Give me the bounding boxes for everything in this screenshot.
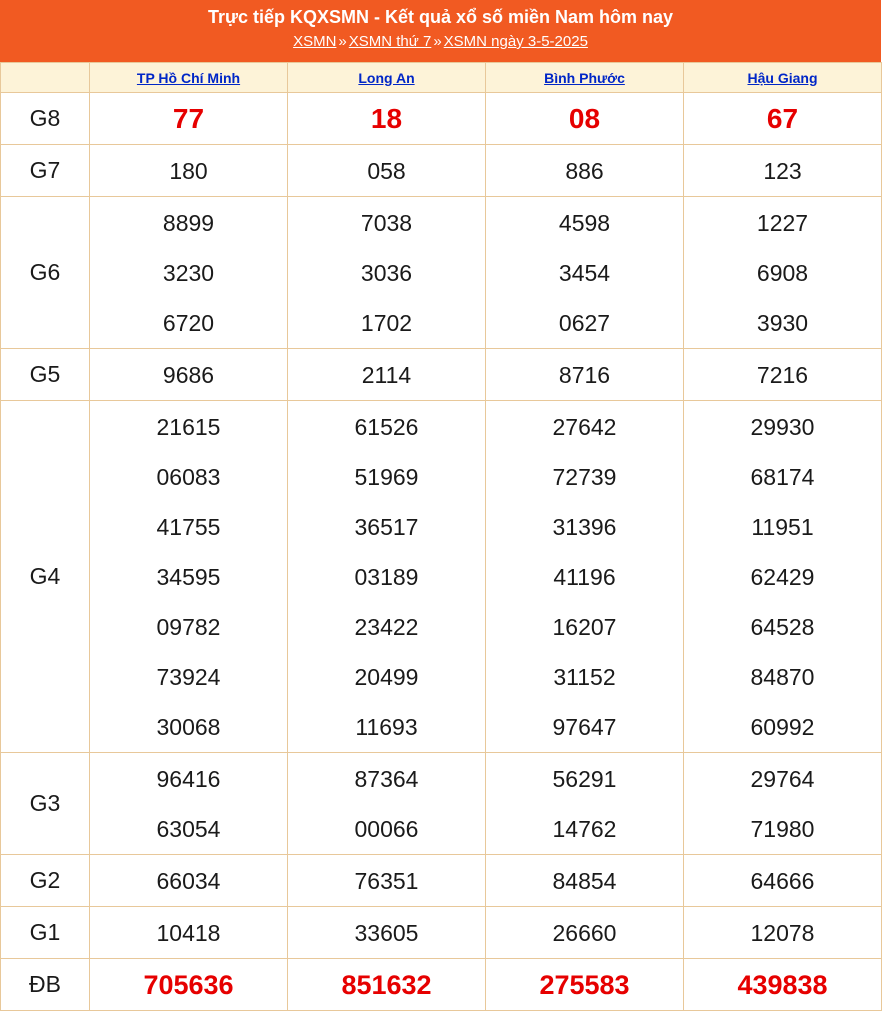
- prize-number: 20499: [354, 663, 419, 690]
- table-row: [1, 197, 882, 349]
- prize-numbers-G2-col2: [486, 855, 684, 907]
- breadcrumb-link-4[interactable]: XSMN ngày 3-5-2025: [443, 33, 588, 50]
- prize-number: 21615: [156, 413, 221, 440]
- prize-number: 84870: [750, 663, 815, 690]
- prize-numbers-G4-col1: [288, 401, 486, 753]
- prize-number: 56291: [552, 765, 617, 792]
- prize-number: 26660: [552, 919, 617, 946]
- prize-number: 9686: [162, 361, 215, 388]
- prize-number: 3230: [162, 259, 215, 286]
- prize-number: 7216: [756, 361, 809, 388]
- prize-number: 275583: [539, 969, 630, 1000]
- province-header-2[interactable]: [486, 63, 684, 93]
- prize-number: 23422: [354, 613, 419, 640]
- prize-number: 123: [763, 157, 802, 184]
- prize-label-G3: G3: [1, 753, 90, 855]
- prize-numbers-G7-col1: [288, 145, 486, 197]
- prize-numbers-G3-col1: [288, 753, 486, 855]
- prize-number: 41196: [553, 563, 616, 590]
- prize-number: 8716: [558, 361, 611, 388]
- prize-numbers-ĐB-col1: [288, 959, 486, 1011]
- prize-number: 34595: [156, 563, 221, 590]
- prize-number: 97647: [552, 713, 617, 740]
- prize-number: 64666: [750, 867, 815, 894]
- prize-number: 439838: [737, 969, 828, 1000]
- prize-number: 29764: [750, 765, 815, 792]
- prize-number: 61526: [354, 413, 419, 440]
- prize-number: 12078: [750, 919, 815, 946]
- prize-number: 66034: [156, 867, 221, 894]
- prize-number: 08: [568, 102, 601, 134]
- prize-number: 77: [172, 102, 205, 134]
- prize-number: 7038: [360, 209, 413, 236]
- page-title: Trực tiếp KQXSMN - Kết quả xổ số miền Nam hôm nay: [207, 7, 674, 27]
- prize-number: 67: [766, 102, 799, 134]
- prize-number: 14762: [552, 815, 617, 842]
- table-row: [1, 349, 882, 401]
- prize-number: 11951: [751, 513, 814, 540]
- prize-numbers-G5-col0: [90, 349, 288, 401]
- prize-numbers-G6-col2: [486, 197, 684, 349]
- prize-number: 6908: [756, 259, 809, 286]
- prize-number: 180: [169, 157, 208, 184]
- prize-number: 36517: [354, 513, 419, 540]
- breadcrumb-link-0[interactable]: XSMN: [293, 33, 337, 50]
- prize-numbers-G2-col1: [288, 855, 486, 907]
- prize-number: 705636: [143, 969, 234, 1000]
- prize-label-G8: G8: [1, 93, 90, 145]
- prize-numbers-G6-col0: [90, 197, 288, 349]
- prize-number: 84854: [552, 867, 617, 894]
- prize-numbers-G6-col1: [288, 197, 486, 349]
- prize-number: 33605: [354, 919, 419, 946]
- table-corner-cell: [1, 63, 90, 93]
- prize-label-G2: G2: [1, 855, 90, 907]
- prize-numbers-G7-col2: [486, 145, 684, 197]
- prize-label-G1: G1: [1, 907, 90, 959]
- prize-number: 71980: [750, 815, 815, 842]
- prize-number: 1227: [756, 209, 809, 236]
- prize-number: 30068: [156, 713, 221, 740]
- prize-number: 16207: [552, 613, 617, 640]
- table-row: [1, 855, 882, 907]
- province-link-label[interactable]: Long An: [358, 69, 415, 86]
- prize-numbers-G3-col3: [684, 753, 882, 855]
- prize-number: 87364: [354, 765, 419, 792]
- prize-number: 31396: [552, 513, 617, 540]
- prize-numbers-G1-col2: [486, 907, 684, 959]
- prize-numbers-ĐB-col0: [90, 959, 288, 1011]
- prize-number: 058: [367, 157, 406, 184]
- prize-number: 00066: [354, 815, 419, 842]
- prize-number: 03189: [354, 563, 419, 590]
- prize-number: 31152: [553, 663, 616, 690]
- prize-numbers-G4-col2: [486, 401, 684, 753]
- prize-number: 3930: [756, 309, 809, 336]
- prize-numbers-ĐB-col3: [684, 959, 882, 1011]
- prize-number: 6720: [162, 309, 215, 336]
- prize-numbers-G8-col3: [684, 93, 882, 145]
- results-table: [0, 62, 882, 1011]
- table-row: [1, 907, 882, 959]
- prize-number: 51969: [354, 463, 419, 490]
- prize-numbers-G8-col2: [486, 93, 684, 145]
- prize-number: 09782: [156, 613, 221, 640]
- province-link-label[interactable]: TP Hồ Chí Minh: [136, 69, 241, 86]
- breadcrumb-separator: »: [338, 33, 347, 50]
- prize-label-G7: G7: [1, 145, 90, 197]
- prize-number: 8899: [162, 209, 215, 236]
- prize-label-ĐB: ĐB: [1, 959, 90, 1011]
- province-header-0[interactable]: [90, 63, 288, 93]
- prize-number: 18: [370, 102, 403, 134]
- table-row: [1, 401, 882, 753]
- prize-numbers-G2-col3: [684, 855, 882, 907]
- prize-number: 851632: [341, 969, 432, 1000]
- prize-number: 68174: [750, 463, 815, 490]
- prize-numbers-G3-col2: [486, 753, 684, 855]
- prize-numbers-G8-col0: [90, 93, 288, 145]
- table-row: [1, 145, 882, 197]
- province-header-3[interactable]: [684, 63, 882, 93]
- prize-number: 73924: [156, 663, 221, 690]
- prize-number: 10418: [156, 919, 221, 946]
- prize-numbers-G7-col3: [684, 145, 882, 197]
- prize-numbers-G1-col3: [684, 907, 882, 959]
- prize-number: 3036: [360, 259, 413, 286]
- prize-numbers-ĐB-col2: [486, 959, 684, 1011]
- prize-number: 29930: [750, 413, 815, 440]
- prize-number: 1702: [360, 309, 413, 336]
- prize-number: 0627: [558, 309, 611, 336]
- prize-numbers-G5-col2: [486, 349, 684, 401]
- prize-number: 64528: [750, 613, 815, 640]
- results-table-body: [1, 63, 882, 1011]
- breadcrumb-separator: »: [433, 33, 442, 50]
- prize-numbers-G4-col0: [90, 401, 288, 753]
- prize-number: 63054: [156, 815, 221, 842]
- prize-number: 2114: [361, 361, 412, 388]
- table-row: [1, 93, 882, 145]
- province-header-1[interactable]: [288, 63, 486, 93]
- table-row: [1, 959, 882, 1011]
- prize-number: 72739: [552, 463, 617, 490]
- prize-number: 4598: [558, 209, 611, 236]
- prize-number: 11693: [355, 713, 418, 740]
- prize-numbers-G6-col3: [684, 197, 882, 349]
- prize-numbers-G1-col1: [288, 907, 486, 959]
- prize-numbers-G5-col1: [288, 349, 486, 401]
- prize-label-G6: G6: [1, 197, 90, 349]
- prize-number: 06083: [156, 463, 221, 490]
- prize-number: 886: [565, 157, 604, 184]
- prize-numbers-G1-col0: [90, 907, 288, 959]
- prize-number: 41755: [156, 513, 221, 540]
- breadcrumb-link-2[interactable]: XSMN thứ 7: [348, 33, 432, 50]
- prize-number: 3454: [558, 259, 611, 286]
- page-header: [0, 0, 881, 62]
- province-link-label[interactable]: Hậu Giang: [747, 69, 818, 86]
- prize-numbers-G2-col0: [90, 855, 288, 907]
- prize-numbers-G7-col0: [90, 145, 288, 197]
- prize-number: 27642: [552, 413, 617, 440]
- prize-number: 96416: [156, 765, 221, 792]
- prize-number: 60992: [750, 713, 815, 740]
- prize-numbers-G5-col3: [684, 349, 882, 401]
- province-header-row: [1, 63, 882, 93]
- prize-label-G4: G4: [1, 401, 90, 753]
- prize-numbers-G4-col3: [684, 401, 882, 753]
- province-link-label[interactable]: Bình Phước: [544, 69, 625, 86]
- prize-numbers-G3-col0: [90, 753, 288, 855]
- table-row: [1, 753, 882, 855]
- prize-number: 62429: [750, 563, 815, 590]
- prize-number: 76351: [354, 867, 419, 894]
- breadcrumb: [0, 30, 881, 54]
- prize-label-G5: G5: [1, 349, 90, 401]
- prize-numbers-G8-col1: [288, 93, 486, 145]
